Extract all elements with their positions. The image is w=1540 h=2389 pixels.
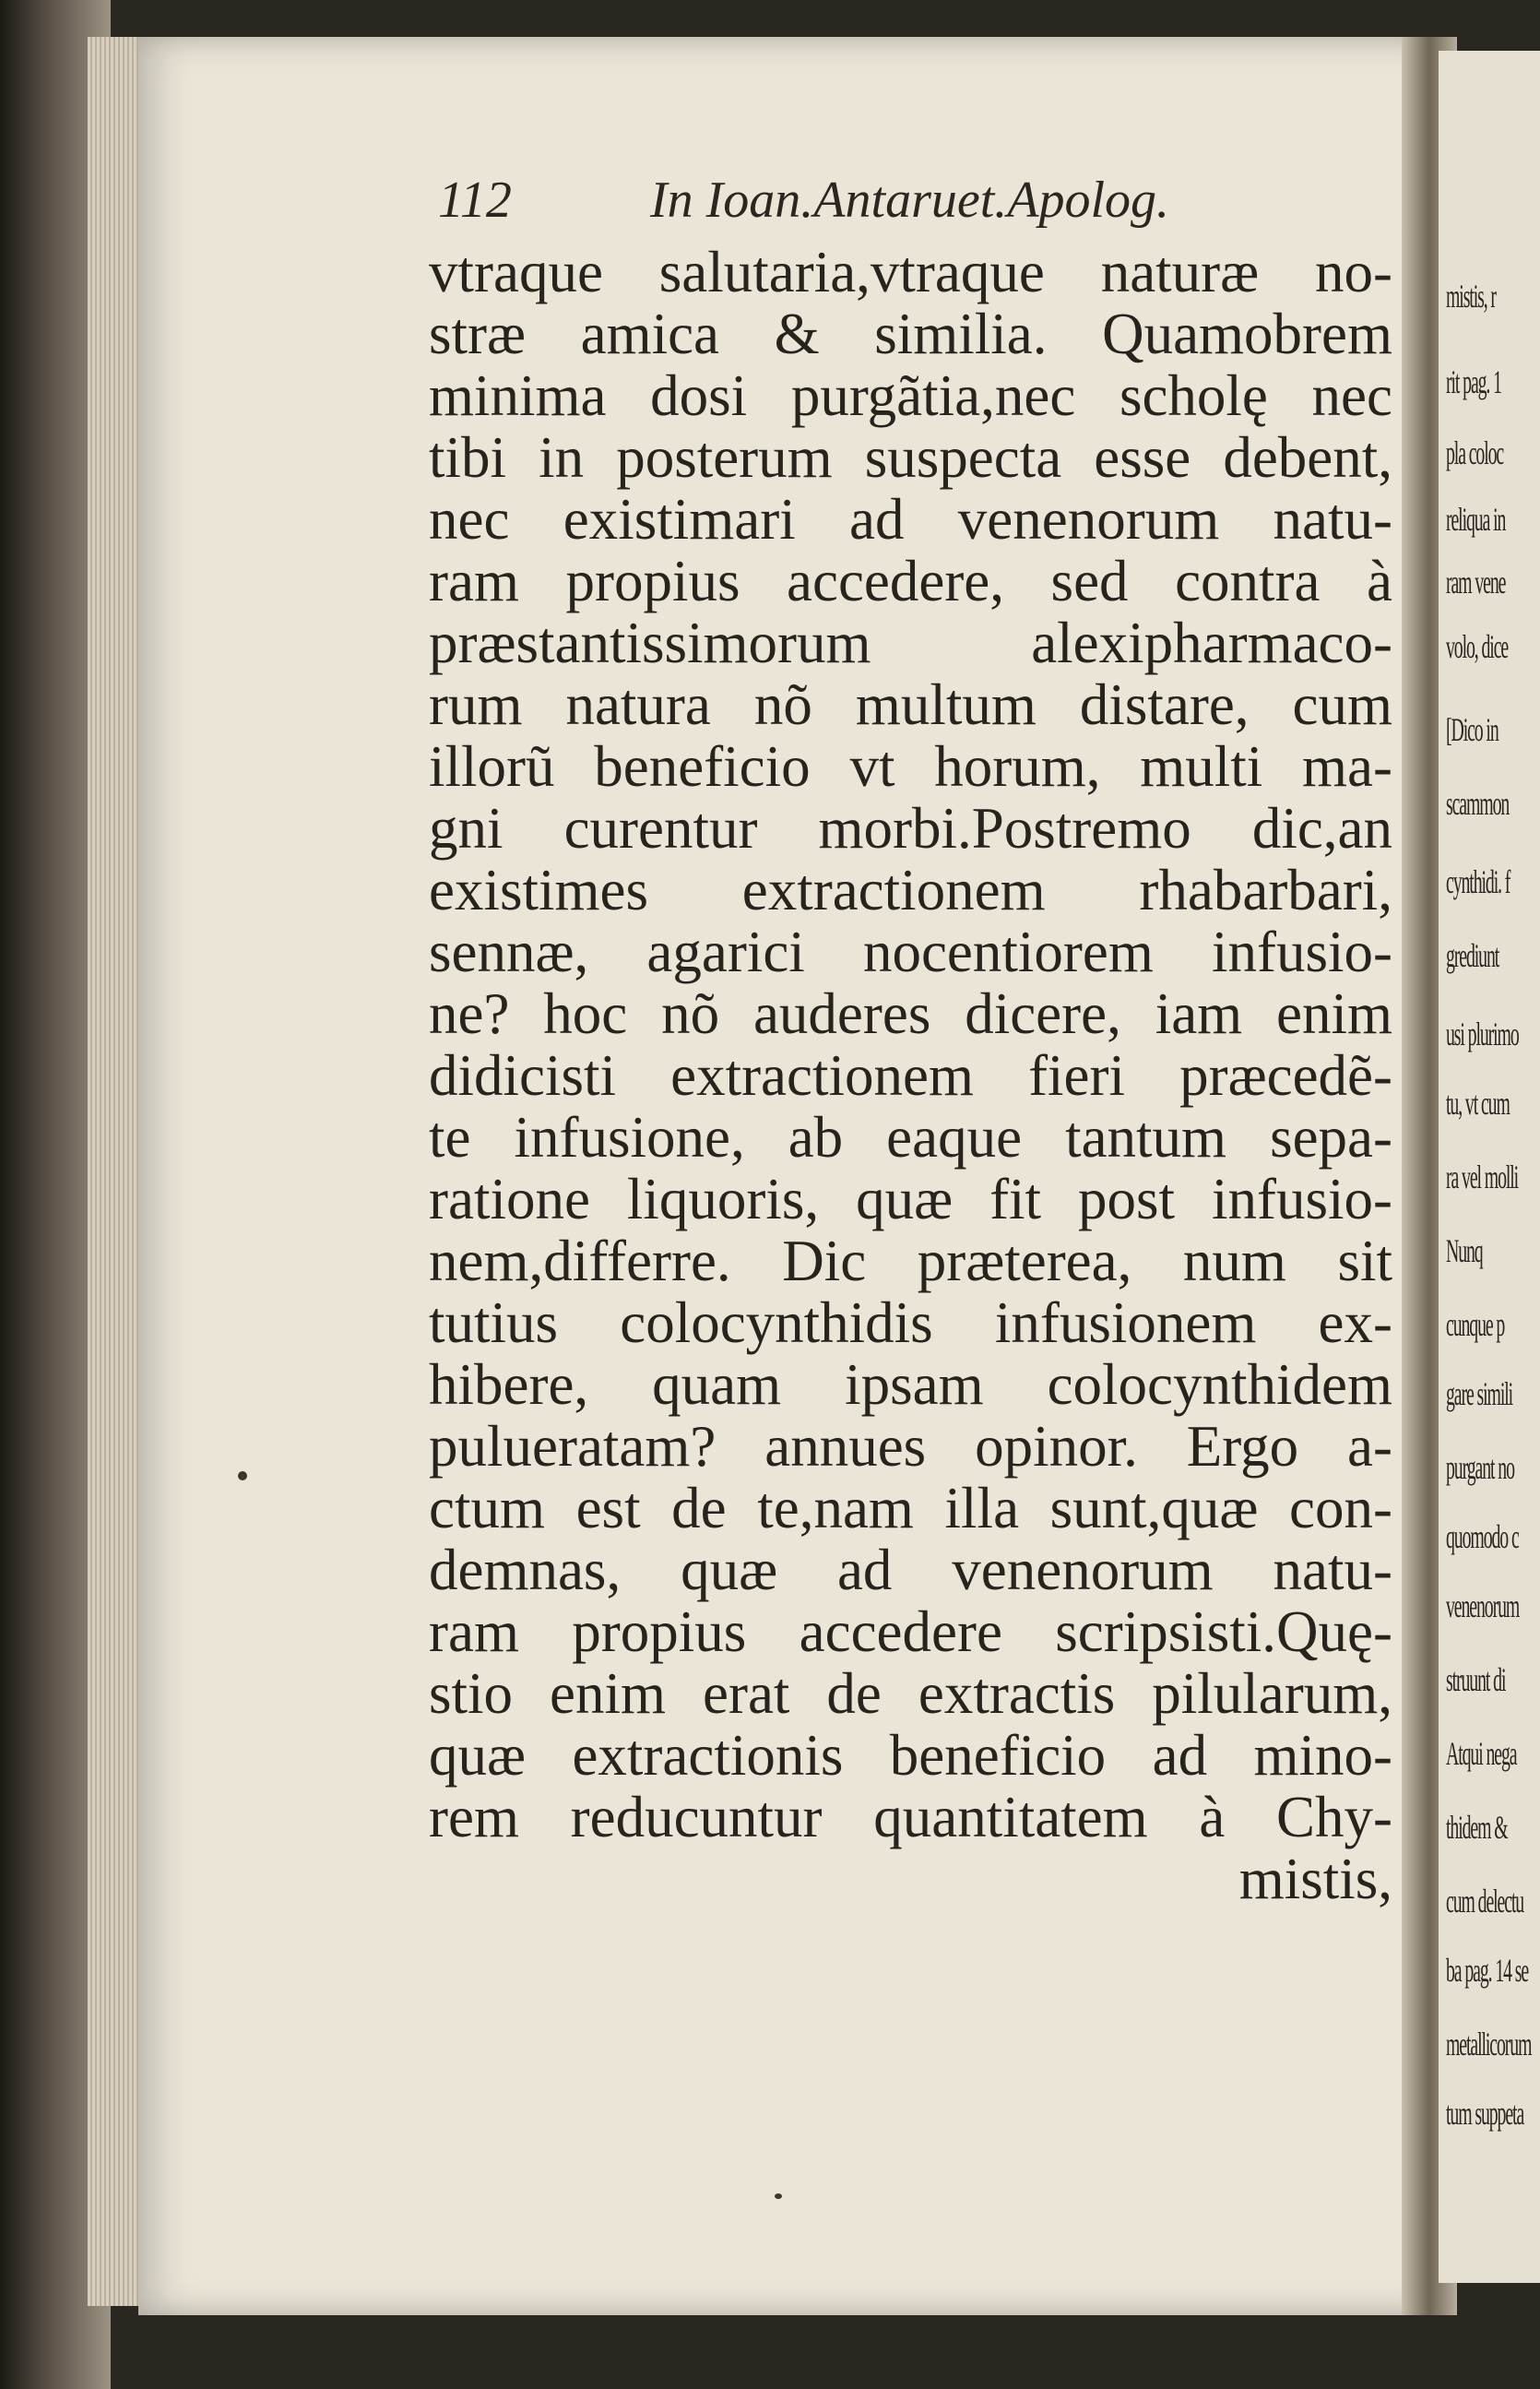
facing-line: purgant no (1446, 1449, 1514, 1486)
facing-line: scammon (1446, 785, 1510, 822)
text-line: præstantissimorum alexipharmaco- (429, 611, 1392, 675)
text-line: ram propius accedere scripsisti.Quę- (429, 1599, 1392, 1664)
facing-line: grediunt (1446, 937, 1499, 974)
text-line: ram propius accedere, sed contra à (429, 549, 1392, 613)
body-text (429, 242, 1392, 1910)
facing-line: ba pag. 14 se (1446, 1952, 1529, 1989)
text-line: existimes extractionem rhabarbari, (429, 858, 1392, 922)
facing-line: ra vel molli (1446, 1159, 1519, 1195)
catchword: mistis, (1238, 1847, 1392, 1911)
text-line: minima dosi purgãtia,nec scholę nec (429, 363, 1392, 428)
facing-line: tum suppeta (1446, 2095, 1524, 2132)
facing-line: gare simili (1446, 1375, 1513, 1412)
facing-page (1439, 51, 1540, 2283)
text-line: nem,differre. Dic præterea, num sit (429, 1229, 1392, 1293)
text-line: demnas, quæ ad venenorum natu- (429, 1538, 1392, 1602)
text-line: hibere, quam ipsam colocynthidem (429, 1352, 1392, 1417)
facing-line: usi plurimo (1446, 1016, 1519, 1052)
text-line: ctum est de te,nam illa sunt,quæ con- (429, 1476, 1392, 1540)
ink-speck (775, 2193, 782, 2199)
text-line: illorũ beneficio vt horum, multi ma- (429, 734, 1392, 799)
text-line: didicisti extractionem fieri præcedẽ- (429, 1043, 1392, 1108)
facing-line: reliqua in (1446, 501, 1506, 538)
facing-line: rit pag. 1 (1446, 363, 1501, 400)
facing-line: cunque p (1446, 1306, 1505, 1343)
folio-number: 112 (438, 172, 512, 229)
facing-line: struunt di (1446, 1661, 1506, 1698)
running-head-title: In Ioan.Antaruet.Apolog. (650, 172, 1170, 229)
facing-line: tu, vt cum (1446, 1085, 1510, 1122)
ink-speck (238, 1471, 247, 1480)
text-line: stio enim erat de extractis pilularum, (429, 1661, 1392, 1726)
facing-line: venenorum (1446, 1587, 1520, 1624)
text-line: stræ amica & similia. Quamobrem (429, 302, 1392, 366)
facing-line: ram vene (1446, 564, 1506, 600)
facing-line: Nunq (1446, 1232, 1483, 1269)
facing-line: cynthidi. f (1446, 863, 1510, 900)
facing-line: thidem & (1446, 1809, 1508, 1846)
text-line: tibi in posterum suspecta esse debent, (429, 425, 1392, 490)
facing-line: volo, dice (1446, 628, 1509, 665)
text-line: rem reducuntur quantitatem à Chy- (429, 1785, 1392, 1849)
facing-line: quomodo c (1446, 1518, 1519, 1555)
text-line: te infusione, ab eaque tantum sepa- (429, 1105, 1392, 1170)
text-line: quæ extractionis beneficio ad mino- (429, 1723, 1392, 1788)
facing-line: [Dico in (1446, 711, 1499, 748)
text-line: tutius colocynthidis infusionem ex- (429, 1290, 1392, 1355)
facing-line: mistis, r (1446, 278, 1496, 315)
text-line: vtraque salutaria,vtraque naturæ no- (429, 240, 1392, 304)
text-line: rum natura nõ multum distare, cum (429, 672, 1392, 737)
facing-line: cum delectu (1446, 1883, 1524, 1920)
text-line: ne? hoc nõ auderes dicere, iam enim (429, 981, 1392, 1046)
running-head (438, 171, 1416, 235)
text-line: pulueratam? annues opinor. Ergo a- (429, 1414, 1392, 1479)
text-line: sennæ, agarici nocentiorem infusio- (429, 920, 1392, 984)
facing-line: pla coloc (1446, 434, 1504, 471)
facing-line: Atqui nega (1446, 1735, 1517, 1772)
text-line: gni curentur morbi.Postremo dic,an (429, 796, 1392, 861)
facing-line: metallicorum (1446, 2026, 1532, 2062)
text-line: nec existimari ad venenorum natu- (429, 487, 1392, 552)
text-line: ratione liquoris, quæ fit post infusio- (429, 1167, 1392, 1231)
